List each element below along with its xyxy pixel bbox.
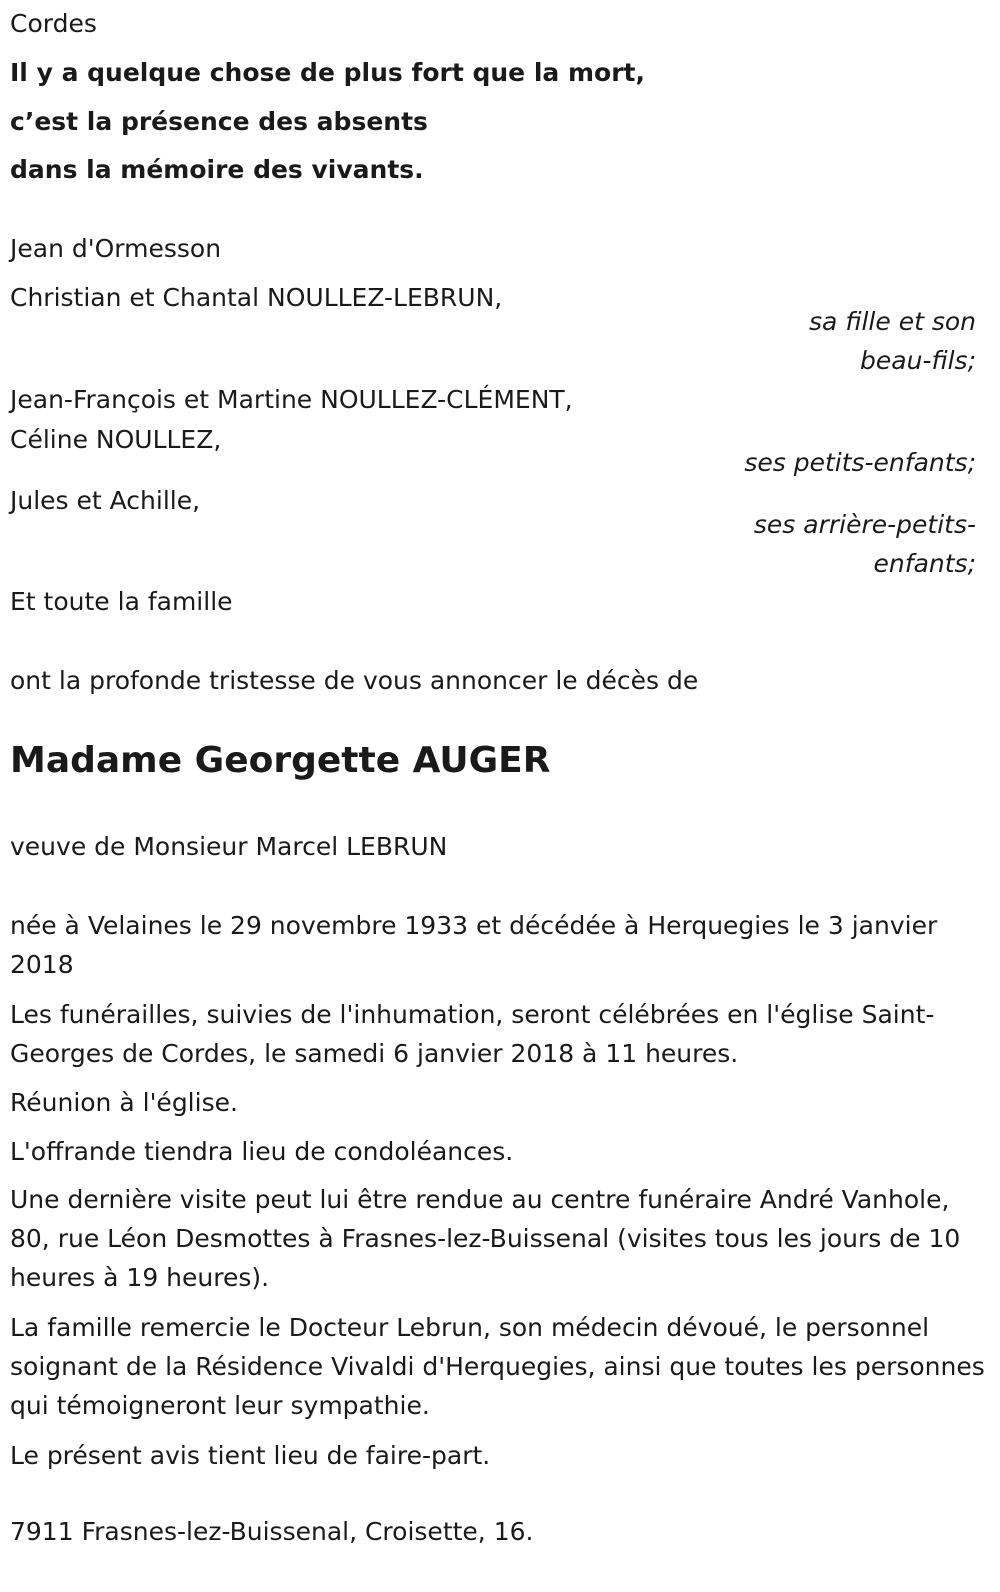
family-relation-4b: enfants;: [873, 549, 976, 578]
quote-line-1: Il y a quelque chose de plus fort que la mort,: [10, 58, 645, 87]
deceased-name: Madame Georgette AUGER: [10, 740, 551, 781]
paragraph-notice: Le présent avis tient lieu de faire-part.: [10, 1441, 491, 1470]
quote-line-3: dans la mémoire des vivants.: [10, 155, 424, 184]
family-names-5: Et toute la famille: [10, 587, 233, 616]
quote-line-2: c’est la présence des absents: [10, 107, 428, 136]
widow-of: veuve de Monsieur Marcel LEBRUN: [10, 832, 448, 861]
paragraph-birth-death: née à Velaines le 29 novembre 1933 et décédée à Herquegies le 3 janvier 2018: [10, 911, 938, 979]
paragraph-funeral: Les funérailles, suivies de l'inhumation, seront célébrées en l'église Saint-Georges de Cordes, le samedi 6 janvier 2018 à 11 heures.: [10, 1000, 935, 1068]
announcement: ont la profonde tristesse de vous annoncer le décès de: [10, 666, 699, 695]
family-names-4: Jules et Achille,: [10, 486, 201, 515]
family-relation-4a: ses arrière-petits-: [753, 510, 976, 539]
quote-author: Jean d'Ormesson: [10, 234, 222, 263]
family-names-1: Christian et Chantal NOULLEZ-LEBRUN,: [10, 283, 503, 312]
family-relation-1a: sa fille et son: [809, 307, 976, 336]
paragraph-meeting: Réunion à l'église.: [10, 1088, 238, 1117]
paragraph-visit: Une dernière visite peut lui être rendue au centre funéraire André Vanhole, 80, rue Léon Desmottes à Frasnes-lez-Buissenal (visites tous les jours de 10 heures à 19 heures).: [10, 1185, 961, 1292]
family-relation-1b: beau-fils;: [860, 346, 976, 375]
family-names-3: Céline NOULLEZ,: [10, 425, 222, 454]
paragraph-thanks: La famille remercie le Docteur Lebrun, son médecin dévoué, le personnel soignant de la Résidence Vivaldi d'Herquegies, ainsi que toutes les personnes qui témoigneront leur sympathie.: [10, 1313, 985, 1420]
family-relation-3: ses petits-enfants;: [744, 448, 976, 477]
family-names-2: Jean-François et Martine NOULLEZ-CLÉMENT,: [10, 385, 573, 414]
location-header: Cordes: [10, 9, 97, 38]
paragraph-offering: L'offrande tiendra lieu de condoléances.: [10, 1137, 514, 1166]
address: 7911 Frasnes-lez-Buissenal, Croisette, 16.: [10, 1517, 534, 1546]
